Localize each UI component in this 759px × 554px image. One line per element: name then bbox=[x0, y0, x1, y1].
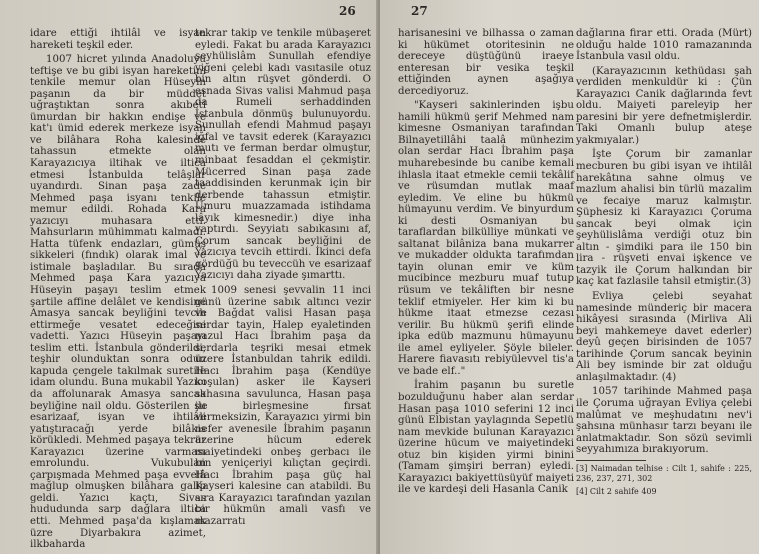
paragraph: 1057 tarihinde Mahmed paşa ile Çoruma uğrayan Evliya çelebi malûmat ve meşhudatını nev'i şahsına münhasır tarzı beyanı ile anlatmaktadır. Son sözü sevimli seyyahımıza bırakıyorum. bbox=[576, 386, 752, 456]
paragraph: harisanesini ve bilhassa o zaman ki hükümet otoritesinin ne dereceye düştüğünü iraeye enteresan bir vesika teşkil ettiğinden aynen aşağıya dercediyoruz. bbox=[398, 28, 574, 97]
left-page bbox=[0, 0, 378, 554]
right-page-column-1 bbox=[398, 28, 574, 496]
left-page-column-2 bbox=[195, 28, 371, 528]
paragraph: dağlarına firar etti. Orada (Mürt) olduğu halde 1010 ramazanında İstanbula vasıl oldu. bbox=[576, 28, 752, 63]
left-page-column-1 bbox=[30, 28, 206, 551]
paragraph: İrahim paşanın bu suretle bozulduğunu haber alan serdar Hasan paşa 1010 seferini 12 inci günü Elbistan yaylagında Sepetlü nam mevkide bulunan Karayazıcı üzerine hücum ve maiyetindeki otuz bin kişiden yirmi binini (Tamam şimşiri berran) eyledi. Karayazıcı bakiyettüsüyüf maiyeti ile ve kardeşi deli Hasanla Canik bbox=[398, 380, 574, 496]
page-number-left: 26 bbox=[339, 4, 356, 18]
footnote-rule bbox=[576, 460, 646, 461]
paragraph: (Karayazıcının kethüdası şah verdiden menkuldür ki : Çün Karayazıcı Canik dağlarında fevt oldu. Maiyeti pareleyip her paresini bir yere defnetmişlerdir. Taki Omanlı bulup ateşe yakmıyalar.) bbox=[576, 65, 752, 146]
footnote: [3] Naimadan telhise : Cilt 1, sahife : 225, 236, 237, 271, 302 bbox=[576, 463, 752, 483]
paragraph: "Kayseri sakinlerinden işbu hamili hükmü şerif Mehmed nam kimesne Osmaniyan tarafından Bilnayetillâhi taalâ münhezim olan serdar Hacı İbrahim paşa muharebesinde bu canibe kemali ihlasla itaat etmekle cemii tekâlif ve rüsumdan mutlak maaf eyledim. Ve eline bu hükmü hümayunu verdim. Ve binyurdum ki desti Osmaniyan bu taraflardan bilkülliye münkati ve saltanat bilâniza bana mukarrer ve mukadder oldukta tarafımdan tayin olunan emir ve küm mucibince mezburu muaf tutup rüsum ve tekâliften bir nesne teklif etmiyeler. Her kim ki bu hükme itaat etmezse cezası verilir. Bu hükmü şerifi elinde ipka edüb mazmunu hümayunu ile amel eyliyeler. Şöyle bileler. Harere fiavasıtı rebiyülevvel tis'a ve bade elf.." bbox=[398, 100, 574, 377]
paragraph: 1009 senesi şevvalin 11 inci günü üzerine sabık altıncı vezir ve Bağdat valisi Hasan paşa serdar tayin, Halep eyaletinden nazul Hacı İbrahim paşa da serdarla teşriki mesai etmek üzere İstanbuldan tahrik edildi. Hacı İbrahim paşa (Kendüye koşulan) asker ile Kayseri sahasına savulunca, Hasan paşa ile birleşmesine fırsat vermeksizin, Karayazıcı yirmi bin nefer avenesile İbrahim paşanın üzerine hücum ederek maiyetindeki onbeş gerbacı ile bin yeniçeriyi kılıçtan geçirdi. Hacı İbrahim paşa güç hal Kayseri kalesine can atabildi. Bu sıra Karayazıcı tarafından yazılan bir hükmün amali vasfı ve mazarratı bbox=[195, 285, 371, 527]
paragraph: İşte Çorum bir zamanlar mecburen bu gibi isyan ve ihtilâl harekâtına sahne olmuş ve mazlum ahalisi bin türlü mazalim ve fecaiye maruz kalmıştır. Şüphesiz ki Karayazıcı Çoruma sancak beyi olmak için şeyhülislâma verdiği otuz bin altın - şimdiki para ile 150 bin lira - rüşveti envai işkence ve tazyik ile Çorum halkından bir kaç kat fazlasile tahsil etmiştir.(3) bbox=[576, 149, 752, 288]
right-page bbox=[380, 0, 759, 554]
page-number-right: 27 bbox=[411, 4, 428, 18]
paragraph: 1007 hicret yılında Anadoluyu teftişe ve bu gibi isyan hareketini tenkile memur olan Hüseyin paşanın da bir müddet uğraştıktan sonra akıbeti ümurdan bir hakkın endişe ve kat'ı ümid ederek merkeze isyan ve bilâhara Roha kalesinde tahassun etmekte olan Karayazıcıya iltihak ve iltica etmesi İstanbulda telâşlar uyandırdı. Sinan paşa zade Mehmed paşa isyanı tenkile memur edildi. Rohada Kara yazıcıyı muhasara etti. Mahsurların mühimmatı kalmadı. Hatta tüfenk endazları, gümüş sikkeleri (fındık) olarak imal ve istimale başladılar. Bu sırada Mehmed paşa Kara yazıcıya Hüseyin paşayı teslim etmek şartile affine delâlet ve kendisine Amasya sancak beyliğini tevcih ettirmeğe vesatet edeceğini vadetti. Yazıcı Hüseyin paşayı teslim etti. İstanbula gönderildi, teşhir olunduktan sonra odun kapuda çengele takılmak suretile idam olundu. Buna mukabil Yazıcı da affolunarak Amasya sancak beyliğine nail oldu. Gösterilen şu esarizaaf, isyan ve ihtilâli yatıştıracağı yerde bilâkis körükledi. Mehmed paşaya tekrar Karayazıcı üzerine varması emrolundu. Vukubulan çarpışmada Mehmed paşa evvelâ mağlup olmuşken bilâhara galip geldi. Yazıcı kaçtı, Sivas hududunda sarp dağlara iltica etti. Mehmed paşa'da kışlamak üzre Diyarbakıra azimet, ilkbaharda bbox=[30, 54, 206, 551]
paragraph: tekrar takip ve tenkile mübaşeret eyledi. Fakat bu arada Karayazıcı şeyhülislâm Sunullah efendiye yiğeni çelebi kadı vasıtasile otuz bin altın rüşvet gönderdi. O esnada Sivas valisi Mahmud paşa da Rumeli serhaddinden İstanbula dönmüş bulunuyordu. Sunullah efendi Mahmud paşayı iğfal ve tavsit ederek (Karayazıcı mutı ve ferman berdar olmuştur, minbaat fesaddan el çekmiştir. Mücerred Sinan paşa zade taaddisinden kerunmak için bir derbende tahassun etmiştir. Ümuru muazzamada istihdama lâyık kimesnedir.) diye inha yaptırdı. Seyyiatı sabıkasını af, Çorum sancak beyliğini de Yazıcıya tevcih ettirdi. İkinci defa gördüğü bu teveccüh ve esarizaaf Yazıcıyı daha ziyade şımarttı. bbox=[195, 28, 371, 282]
right-page-column-2 bbox=[576, 28, 752, 497]
paragraph: Evliya çelebi seyahat namesinde münderiç bir macera hikâyesi sırasında (Mirliva Ali beyi mahkemeye davet ederler) deyû geçen birisinden de 1057 tarihinde Çorum sancak beyinin Ali bey isminde bir zat olduğu anlaşılmaktadır. (4) bbox=[576, 291, 752, 383]
paragraph: idare ettiği ihtilâl ve isyan hareketi teşkil eder. bbox=[30, 28, 206, 51]
footnote: [4] Cilt 2 sahife 409 bbox=[576, 486, 657, 496]
